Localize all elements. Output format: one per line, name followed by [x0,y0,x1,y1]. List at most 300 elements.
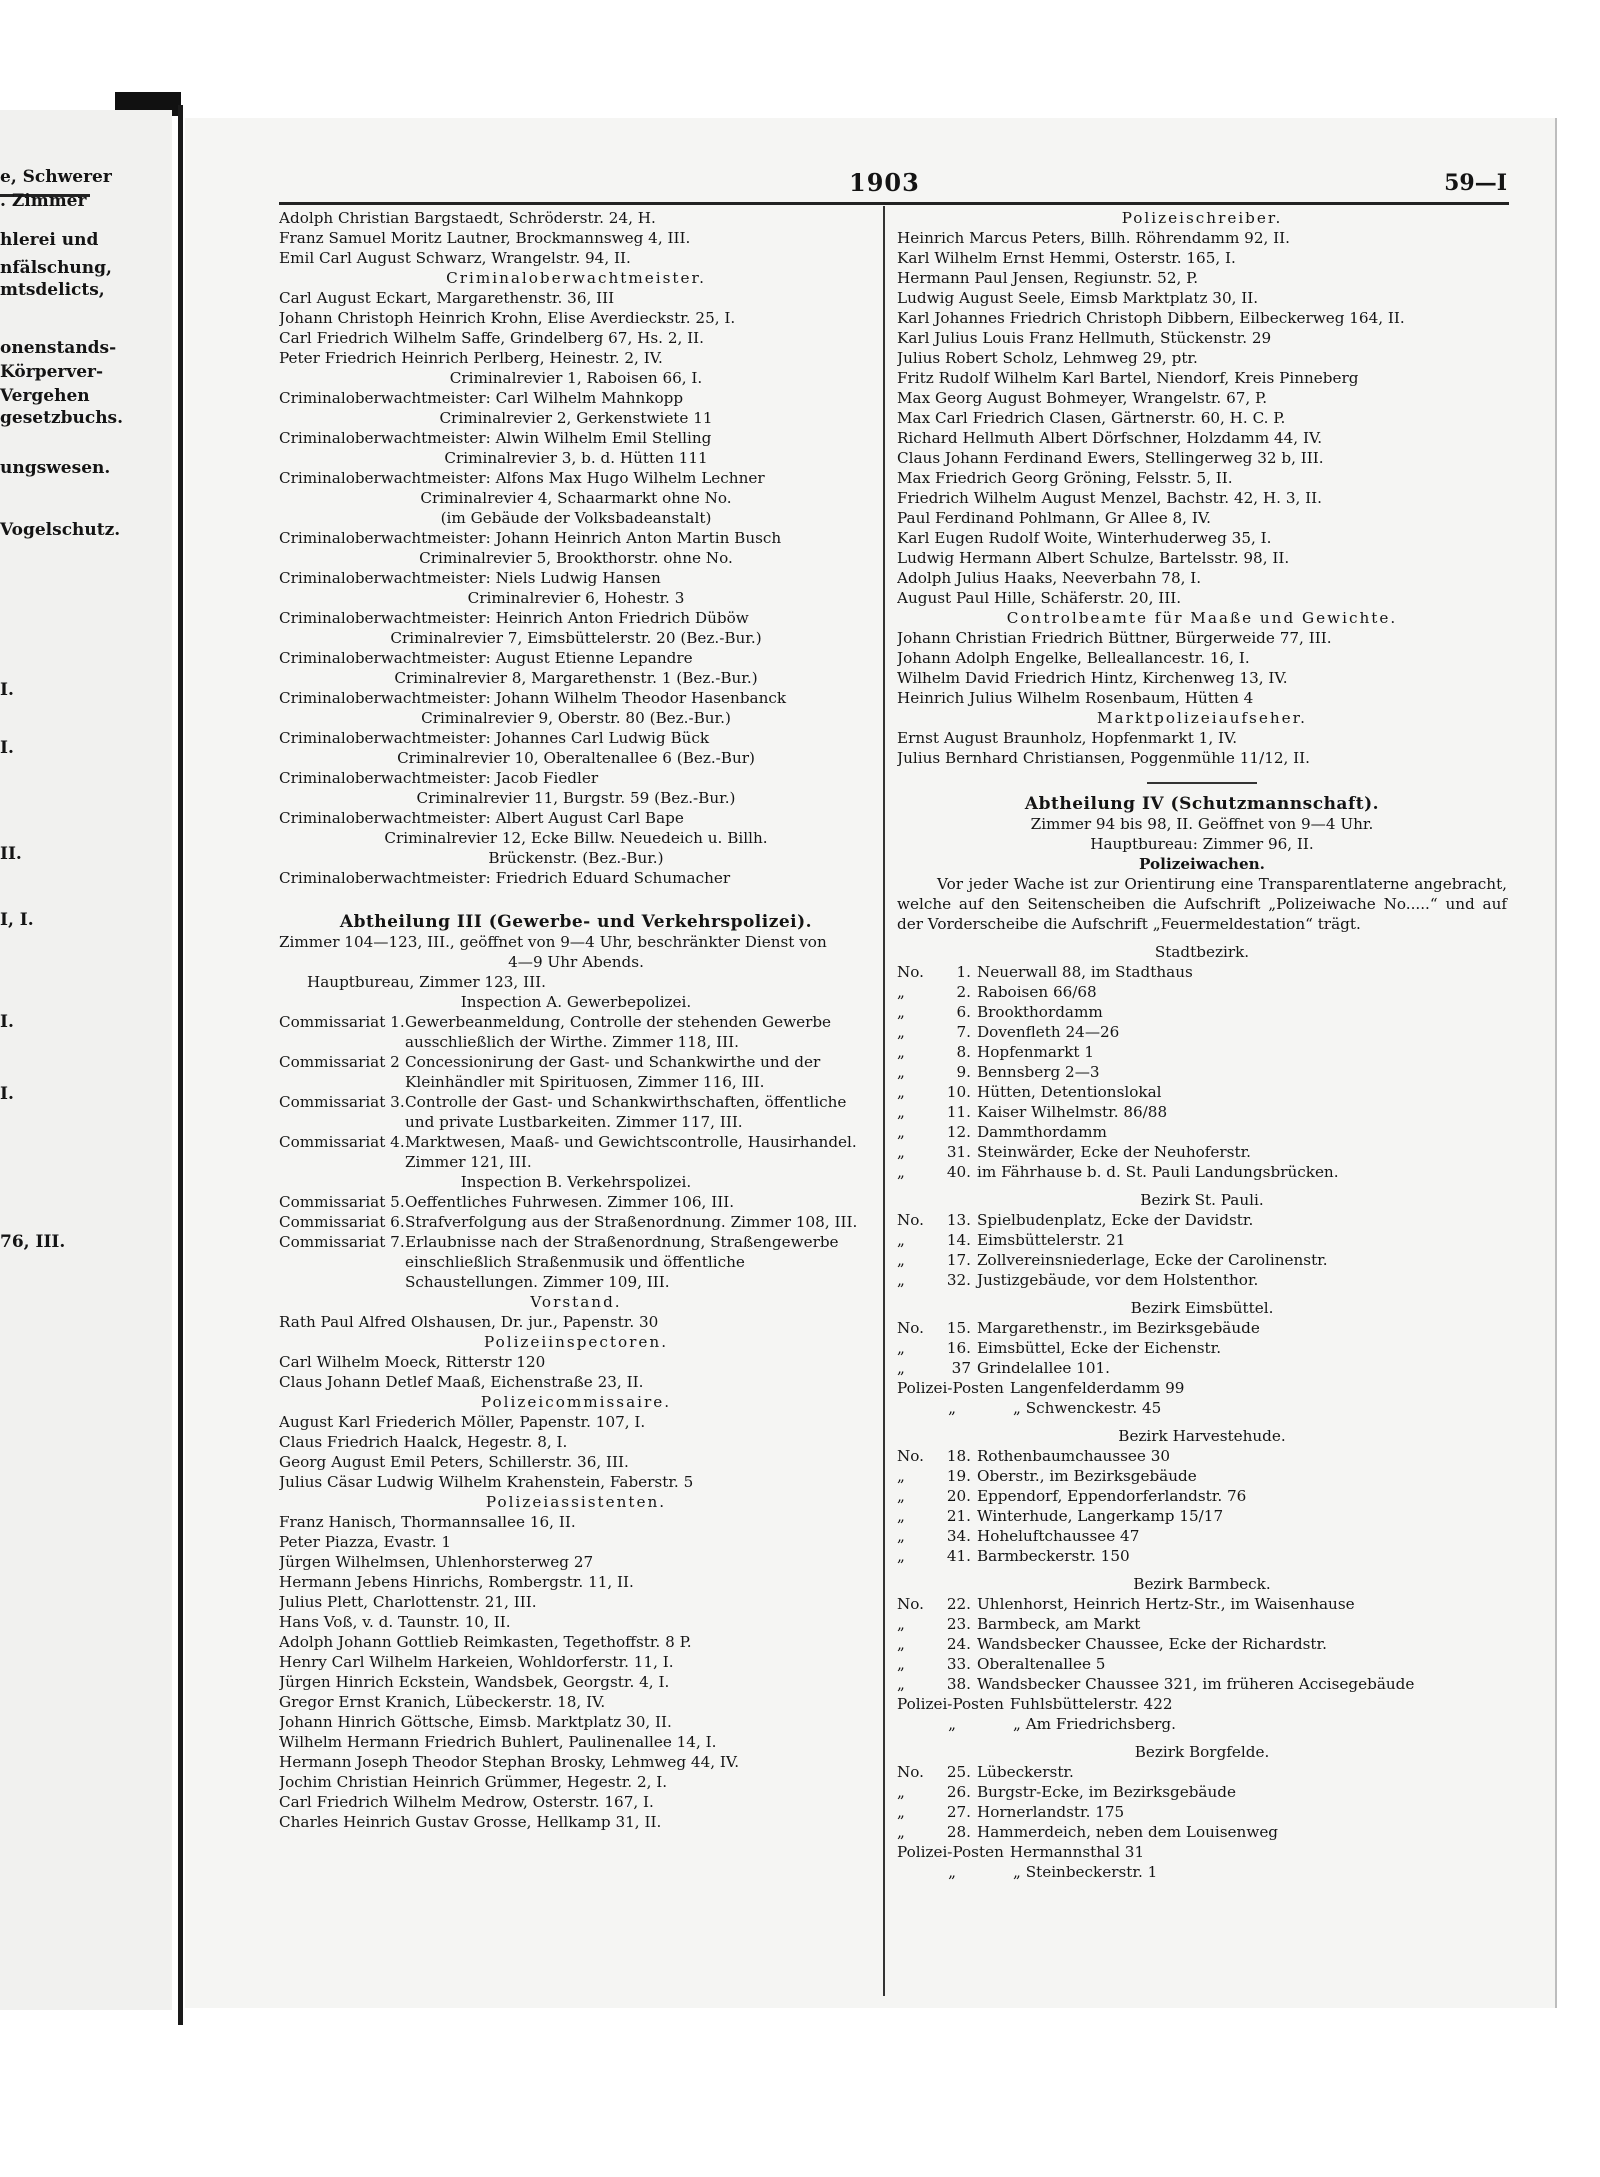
station-number: 23. [946,1615,971,1633]
station-row [897,1062,1507,1082]
station-number: 10. [946,1083,971,1101]
station-row [897,962,1507,982]
station-row [897,1022,1507,1042]
name-entry: Karl Eugen Rudolf Woite, Winterhuderweg 35, I. [897,529,1272,547]
station-address: im Fährhause b. d. St. Pauli Landungsbrücken. [977,1163,1339,1181]
name-entry: Richard Hellmuth Albert Dörfschner, Holzdamm 44, IV. [897,429,1323,447]
station-prefix: „ [897,1823,905,1841]
station-prefix: „ [897,1467,905,1485]
station-row [897,1762,1507,1782]
station-address: Uhlenhorst, Heinrich Hertz-Str., im Waisenhause [977,1595,1355,1613]
station-prefix: „ [897,1547,905,1565]
commissariat-label: Commissariat 4. [279,1133,405,1151]
station-prefix: No. [897,1763,924,1781]
station-row [897,1210,1507,1230]
commissariat-label: Commissariat 2 [279,1053,400,1071]
posten-row [897,1398,1507,1418]
station-address: Lübeckerstr. [977,1763,1074,1781]
station-address: Steinwärder, Ecke der Neuhoferstr. [977,1143,1251,1161]
station-address: Barmbeck, am Markt [977,1615,1141,1633]
previous-page-fragment: ungswesen. [0,458,111,478]
control-heading: Controlbeamte für Maaße und Gewichte. [1006,609,1398,627]
station-address: Hammerdeich, neben dem Louisenweg [977,1823,1279,1841]
station-number: 40. [946,1163,971,1181]
posten-row [897,1862,1507,1882]
station-address: Wandsbecker Chaussee, Ecke der Richardstr. [977,1635,1327,1653]
station-address: Oberstr., im Bezirksgebäude [977,1467,1197,1485]
revier-officer: Criminaloberwachtmeister: Friedrich Eduard Schumacher [279,869,731,887]
name-entry: August Karl Friederich Möller, Papenstr. 107, I. [279,1413,646,1431]
commissariat-duty: Strafverfolgung aus der Straßenordnung. Zimmer 108, III. [405,1213,858,1231]
name-entry: Karl Johannes Friedrich Christoph Dibbern, Eilbeckerweg 164, II. [897,309,1405,327]
markt-heading: Marktpolizeiaufseher. [1096,709,1308,727]
station-row [897,1230,1507,1250]
name-entry: Jochim Christian Heinrich Grümmer, Hegestr. 2, I. [279,1773,668,1791]
revier-address: Criminalrevier 7, Eimsbüttelerstr. 20 (Bez.-Bur.) [390,629,762,647]
station-prefix: „ [897,1043,905,1061]
revier-address: Criminalrevier 11, Burgstr. 59 (Bez.-Bur.) [416,789,736,807]
posten-row [897,1694,1507,1714]
right-column [897,208,1507,1882]
station-row [897,1270,1507,1290]
previous-page-fragment: . Zimmer [0,191,87,211]
station-row [897,1446,1507,1466]
name-entry: August Paul Hille, Schäferstr. 20, III. [897,589,1182,607]
station-address: Burgstr-Ecke, im Bezirksgebäude [977,1783,1236,1801]
station-row [897,1102,1507,1122]
previous-page-fragment: hlerei und [0,230,99,250]
page-year: 1903 [849,168,920,197]
vorstand-entry: Rath Paul Alfred Olshausen, Dr. jur., Papenstr. 30 [279,1313,659,1331]
name-entry: Franz Hanisch, Thormannsallee 16, II. [279,1513,576,1531]
name-entry: Adolph Johann Gottlieb Reimkasten, Tegethoffstr. 8 P. [279,1633,692,1651]
station-number: 7. [956,1023,971,1041]
station-prefix: „ [897,1023,905,1041]
inspectors-heading: Polizeiinspectoren. [483,1333,669,1351]
revier-officer: Criminaloberwachtmeister: Niels Ludwig Hansen [279,569,661,587]
posten-prefix: „ [948,1863,956,1881]
revier-officer: Criminaloberwachtmeister: Johann Wilhelm Theodor Hasenbanck [279,689,787,707]
revier-address: Criminalrevier 8, Margarethenstr. 1 (Bez.-Bur.) [394,669,758,687]
station-row [897,1162,1507,1182]
station-row [897,1142,1507,1162]
commissaires-heading: Polizeicommissaire. [480,1393,672,1411]
posten-prefix: Polizei-Posten [897,1843,1004,1861]
previous-page-fragment: mtsdelicts, [0,280,105,300]
district-heading: Bezirk Harvestehude. [1118,1427,1286,1445]
station-prefix: „ [897,1803,905,1821]
previous-page-fragment: I. [0,1084,14,1104]
name-entry: Hermann Jebens Hinrichs, Rombergstr. 11, II. [279,1573,634,1591]
district-heading: Bezirk St. Pauli. [1140,1191,1264,1209]
station-row [897,1674,1507,1694]
posten-prefix: „ [948,1399,956,1417]
station-prefix: „ [897,1783,905,1801]
posten-row [897,1842,1507,1862]
station-number: 18. [946,1447,971,1465]
previous-page-fragment: I. [0,1012,14,1032]
name-entry: Karl Wilhelm Ernst Hemmi, Osterstr. 165, I. [897,249,1236,267]
station-number: 38. [946,1675,971,1693]
section-rule [1147,782,1257,784]
name-entry: Johann Christoph Heinrich Krohn, Elise Averdieckstr. 25, I. [279,309,736,327]
station-number: 26. [946,1783,971,1801]
name-entry: Wilhelm David Friedrich Hintz, Kirchenweg 13, IV. [897,669,1288,687]
station-prefix: „ [897,1487,905,1505]
name-entry: Ludwig August Seele, Eimsb Marktplatz 30, II. [897,289,1259,307]
posten-row [897,1714,1507,1734]
name-entry: Jürgen Hinrich Eckstein, Wandsbek, Georgstr. 4, I. [279,1673,670,1691]
posten-address: Hermannsthal 31 [1009,1843,1145,1861]
commissariat-duty: Erlaubnisse nach der Straßenordnung, Straßengewerbe einschließlich Straßenmusik und öffentliche Schaustellungen. Zimmer 109, III. [405,1233,839,1291]
station-prefix: „ [897,1359,905,1377]
abt3-title: Abtheilung III (Gewerbe- und Verkehrspolizei). [339,912,813,932]
station-number: 19. [946,1467,971,1485]
revier-note: (im Gebäude der Volksbadeanstalt) [440,509,712,527]
inspection-b-heading: Inspection B. Verkehrspolizei. [460,1173,692,1191]
station-address: Hütten, Detentionslokal [977,1083,1162,1101]
name-entry: Johann Christian Friedrich Büttner, Bürgerweide 77, III. [897,629,1332,647]
station-row [897,1526,1507,1546]
name-entry: Heinrich Marcus Peters, Billh. Röhrendamm 92, II. [897,229,1290,247]
station-prefix: „ [897,1527,905,1545]
name-entry: Julius Robert Scholz, Lehmweg 29, ptr. [897,349,1198,367]
posten-address: „ Steinbeckerstr. 1 [1013,1863,1158,1881]
name-entry: Wilhelm Hermann Friedrich Buhlert, Paulinenallee 14, I. [279,1733,717,1751]
name-entry: Carl Wilhelm Moeck, Ritterstr 120 [279,1353,546,1371]
station-prefix: „ [897,1231,905,1249]
station-prefix: „ [897,1615,905,1633]
station-address: Zollvereinsniederlage, Ecke der Carolinenstr. [977,1251,1328,1269]
name-entry: Charles Heinrich Gustav Grosse, Hellkamp 31, II. [279,1813,662,1831]
commissariat-item [279,1052,873,1092]
station-prefix: „ [897,1163,905,1181]
station-number: 21. [946,1507,971,1525]
station-address: Hoheluftchaussee 47 [977,1527,1140,1545]
revier-officer: Criminaloberwachtmeister: Johannes Carl Ludwig Bück [279,729,710,747]
commissariat-label: Commissariat 7. [279,1233,405,1251]
station-number: 15. [946,1319,971,1337]
station-number: 12. [946,1123,971,1141]
commissariat-label: Commissariat 1. [279,1013,405,1031]
name-entry: Ludwig Hermann Albert Schulze, Bartelsstr. 98, II. [897,549,1290,567]
commissariat-label: Commissariat 3. [279,1093,405,1111]
previous-page-fragment: I. [0,738,14,758]
page-spine [178,105,183,2025]
station-address: Margarethenstr., im Bezirksgebäude [977,1319,1260,1337]
page-header [185,168,1555,198]
station-row [897,1822,1507,1842]
name-entry: Jürgen Wilhelmsen, Uhlenhorsterweg 27 [279,1553,594,1571]
station-prefix: „ [897,1143,905,1161]
name-entry: Carl Friedrich Wilhelm Saffe, Grindelberg 67, Hs. 2, II. [279,329,704,347]
station-prefix: „ [897,1655,905,1673]
station-prefix: „ [897,1123,905,1141]
revier-officer: Criminaloberwachtmeister: Alwin Wilhelm Emil Stelling [279,429,712,447]
commissariat-item [279,1092,873,1132]
station-number: 31. [946,1143,971,1161]
station-prefix: „ [897,1675,905,1693]
station-address: Bennsberg 2—3 [977,1063,1100,1081]
station-prefix: „ [897,1635,905,1653]
previous-page-fragment: I. [0,680,14,700]
posten-prefix: „ [948,1715,956,1733]
revier-address: Criminalrevier 1, Raboisen 66, I. [449,369,703,387]
commissariat-duty: Concessionirung der Gast- und Schankwirthe und der Kleinhändler mit Spirituosen, Zimmer 116, III. [405,1053,821,1091]
station-address: Eimsbüttelerstr. 21 [977,1231,1126,1249]
station-number: 14. [946,1231,971,1249]
station-prefix: „ [897,1271,905,1289]
station-prefix: „ [897,1339,905,1357]
station-row [897,1594,1507,1614]
station-row [897,1318,1507,1338]
station-address: Kaiser Wilhelmstr. 86/88 [977,1103,1168,1121]
name-entry: Friedrich Wilhelm August Menzel, Bachstr. 42, H. 3, II. [897,489,1322,507]
commissariat-label: Commissariat 6. [279,1213,405,1231]
station-number: 20. [946,1487,971,1505]
station-number: 1. [956,963,971,981]
station-number: 24. [946,1635,971,1653]
revier-officer: Criminaloberwachtmeister: Carl Wilhelm Mahnkopp [279,389,684,407]
name-entry: Carl August Eckart, Margarethenstr. 36, III [279,289,615,307]
name-entry: Georg August Emil Peters, Schillerstr. 36, III. [279,1453,629,1471]
name-entry: Franz Samuel Moritz Lautner, Brockmannsweg 4, III. [279,229,691,247]
commissariat-item [279,1232,873,1292]
name-entry: Julius Plett, Charlottenstr. 21, III. [279,1593,537,1611]
name-entry: Paul Ferdinand Pohlmann, Gr Allee 8, IV. [897,509,1211,527]
abt3-hauptbureau: Hauptbureau, Zimmer 123, III. [307,973,546,991]
station-row [897,1634,1507,1654]
posten-address: Fuhlsbüttelerstr. 422 [1009,1695,1173,1713]
name-entry: Claus Friedrich Haalck, Hegestr. 8, I. [279,1433,568,1451]
name-entry: Gregor Ernst Kranich, Lübeckerstr. 18, IV. [279,1693,606,1711]
revier-address: Criminalrevier 3, b. d. Hütten 111 [444,449,708,467]
station-prefix: „ [897,1083,905,1101]
commissariat-label: Commissariat 5. [279,1193,405,1211]
station-address: Dovenfleth 24—26 [977,1023,1120,1041]
station-number: 28. [946,1823,971,1841]
revier-note: Brückenstr. (Bez.-Bur.) [488,849,664,867]
commissariat-duty: Marktwesen, Maaß- und Gewichtscontrolle, Hausirhandel. Zimmer 121, III. [405,1133,857,1171]
commissariat-duty: Gewerbeanmeldung, Controlle der stehenden Gewerbe ausschließlich der Wirthe. Zimmer 118, III. [405,1013,832,1051]
station-row [897,982,1507,1002]
station-prefix: „ [897,1063,905,1081]
commissariat-duty: Oeffentliches Fuhrwesen. Zimmer 106, III. [405,1193,735,1211]
station-row [897,1486,1507,1506]
inspection-a-heading: Inspection A. Gewerbepolizei. [460,993,692,1011]
station-prefix: „ [897,1003,905,1021]
station-number: 2. [956,983,971,1001]
station-row [897,1082,1507,1102]
name-entry: Claus Johann Detlef Maaß, Eichenstraße 23, II. [279,1373,644,1391]
wachen-heading: Polizeiwachen. [1139,855,1265,873]
station-number: 34. [946,1527,971,1545]
previous-page-fragment: nfälschung, [0,258,112,278]
posten-row [897,1378,1507,1398]
name-entry: Carl Friedrich Wilhelm Medrow, Osterstr. 167, I. [279,1793,654,1811]
commissariat-item [279,1192,873,1212]
revier-officer: Criminaloberwachtmeister: Heinrich Anton Friedrich Düböw [279,609,749,627]
abt3-hours-evening: 4—9 Uhr Abends. [508,953,644,971]
station-prefix: „ [897,1251,905,1269]
district-heading: Bezirk Borgfelde. [1134,1743,1270,1761]
station-prefix: No. [897,1595,924,1613]
vorstand-heading: Vorstand. [530,1293,622,1311]
name-entry: Johann Hinrich Göttsche, Eimsb. Marktplatz 30, II. [279,1713,672,1731]
station-number: 41. [946,1547,971,1565]
posten-address: „ Schwenckestr. 45 [1013,1399,1162,1417]
commissariat-item [279,1212,873,1232]
revier-officer: Criminaloberwachtmeister: August Etienne Lepandre [279,649,693,667]
page-number: 59—I [1444,170,1507,196]
abt4-hauptbureau: Hauptbureau: Zimmer 96, II. [1090,835,1314,853]
revier-address: Criminalrevier 2, Gerkenstwiete 11 [439,409,713,427]
station-row [897,1358,1507,1378]
district-heading: Stadtbezirk. [1154,943,1250,961]
station-row [897,1782,1507,1802]
revier-address: Criminalrevier 12, Ecke Billw. Neuedeich u. Billh. [384,829,768,847]
name-entry: Adolph Julius Haaks, Neeverbahn 78, I. [897,569,1202,587]
station-number: 32. [946,1271,971,1289]
previous-page-fragment: Vergehen [0,386,90,406]
station-number: 13. [946,1211,971,1229]
revier-officer: Criminaloberwachtmeister: Johann Heinrich Anton Martin Busch [279,529,782,547]
scan-background [0,0,1600,110]
district-heading: Bezirk Eimsbüttel. [1130,1299,1274,1317]
name-entry: Hermann Paul Jensen, Regiunstr. 52, P. [897,269,1199,287]
station-address: Brookthordamm [977,1003,1103,1021]
station-address: Neuerwall 88, im Stadthaus [977,963,1193,981]
station-row [897,1466,1507,1486]
revier-address: Criminalrevier 4, Schaarmarkt ohne No. [420,489,732,507]
station-number: 6. [956,1003,971,1021]
previous-page-fragment: gesetzbuchs. [0,408,124,428]
station-row [897,1802,1507,1822]
station-row [897,1002,1507,1022]
header-rule [279,202,1509,205]
revier-officer: Criminaloberwachtmeister: Albert August Carl Bape [279,809,684,827]
station-row [897,1042,1507,1062]
assistants-heading: Polizeiassistenten. [485,1493,667,1511]
name-entry: Julius Cäsar Ludwig Wilhelm Krahenstein, Faberstr. 5 [279,1473,694,1491]
revier-officer: Criminaloberwachtmeister: Alfons Max Hugo Wilhelm Lechner [279,469,765,487]
station-address: Dammthordamm [977,1123,1107,1141]
station-row [897,1546,1507,1566]
station-address: Spielbudenplatz, Ecke der Davidstr. [977,1211,1254,1229]
posten-address: „ Am Friedrichsberg. [1013,1715,1176,1733]
station-address: Hopfenmarkt 1 [977,1043,1095,1061]
directory-page [185,118,1557,2008]
column-divider [883,206,885,1996]
criminal-heading: Criminaloberwachtmeister. [446,269,706,287]
previous-page-fragment: Vogelschutz. [0,520,121,540]
station-prefix: No. [897,1319,924,1337]
name-entry: Ernst August Braunholz, Hopfenmarkt 1, IV. [897,729,1238,747]
station-address: Winterhude, Langerkamp 15/17 [977,1507,1224,1525]
name-entry: Julius Bernhard Christiansen, Poggenmühle 11/12, II. [897,749,1310,767]
name-entry: Peter Friedrich Heinrich Perlberg, Heinestr. 2, IV. [279,349,663,367]
station-row [897,1338,1507,1358]
previous-page-fragment: Körperver- [0,362,104,382]
station-address: Eppendorf, Eppendorferlandstr. 76 [977,1487,1247,1505]
station-address: Eimsbüttel, Ecke der Eichenstr. [977,1339,1222,1357]
name-entry: Max Friedrich Georg Gröning, Felsstr. 5, II. [897,469,1233,487]
previous-page-edge [0,110,172,2010]
name-entry: Max Georg August Bohmeyer, Wrangelstr. 67, P. [897,389,1268,407]
station-number: 22. [946,1595,971,1613]
commissariat-item [279,1132,873,1172]
station-address: Grindelallee 101. [977,1359,1110,1377]
station-number: 11. [946,1103,971,1121]
previous-page-fragment: 76, III. [0,1232,66,1252]
station-row [897,1654,1507,1674]
revier-address: Criminalrevier 10, Oberaltenallee 6 (Bez.-Bur) [397,749,755,767]
station-row [897,1506,1507,1526]
station-number: 37 [951,1359,971,1377]
station-number: 8. [956,1043,971,1061]
commissariat-item [279,1012,873,1052]
name-entry: Heinrich Julius Wilhelm Rosenbaum, Hütten 4 [897,689,1254,707]
station-address: Wandsbecker Chaussee 321, im früheren Accisegebäude [977,1675,1415,1693]
revier-address: Criminalrevier 6, Hohestr. 3 [467,589,685,607]
station-number: 33. [946,1655,971,1673]
abt3-hours: Zimmer 104—123, III., geöffnet von 9—4 Uhr, beschränkter Dienst von [279,933,827,951]
station-address: Justizgebäude, vor dem Holstenthor. [977,1271,1259,1289]
station-prefix: No. [897,1211,924,1229]
station-row [897,1122,1507,1142]
station-row [897,1614,1507,1634]
district-heading: Bezirk Barmbeck. [1133,1575,1271,1593]
station-number: 27. [946,1803,971,1821]
station-number: 16. [946,1339,971,1357]
commissariat-duty: Controlle der Gast- und Schankwirthschaften, öffentliche und private Lustbarkeiten. Zimmer 117, III. [405,1093,847,1131]
name-entry: Emil Carl August Schwarz, Wrangelstr. 94, II. [279,249,631,267]
station-address: Rothenbaumchaussee 30 [977,1447,1171,1465]
station-prefix: „ [897,1507,905,1525]
station-number: 17. [946,1251,971,1269]
posten-prefix: Polizei-Posten [897,1695,1004,1713]
name-entry: Hans Voß, v. d. Taunstr. 10, II. [279,1613,511,1631]
station-address: Raboisen 66/68 [977,983,1097,1001]
revier-address: Criminalrevier 9, Oberstr. 80 (Bez.-Bur.) [421,709,731,727]
schreiber-heading: Polizeischreiber. [1121,209,1283,227]
name-entry: Max Carl Friedrich Clasen, Gärtnerstr. 60, H. C. P. [897,409,1286,427]
abt4-title: Abtheilung IV (Schutzmannschaft). [1024,794,1380,814]
posten-prefix: Polizei-Posten [897,1379,1004,1397]
name-entry: Hermann Joseph Theodor Stephan Brosky, Lehmweg 44, IV. [279,1753,740,1771]
station-address: Oberaltenallee 5 [977,1655,1106,1673]
station-prefix: No. [897,1447,924,1465]
previous-page-fragment: e, Schwerer [0,167,112,187]
station-address: Hornerlandstr. 175 [977,1803,1125,1821]
name-entry: Karl Julius Louis Franz Hellmuth, Stückenstr. 29 [897,329,1272,347]
wachen-intro: Vor jeder Wache ist zur Orientirung eine Transparentlaterne angebracht, welche auf den Seitenscheiben die Aufschrift „Polizeiwache No.....“ und auf der Vorderscheibe die Aufschrift „Feuermeldestation“ trägt. [897,875,1507,933]
station-prefix: No. [897,963,924,981]
station-prefix: „ [897,1103,905,1121]
station-number: 9. [956,1063,971,1081]
name-entry: Fritz Rudolf Wilhelm Karl Bartel, Niendorf, Kreis Pinneberg [897,369,1359,387]
previous-page-fragment: II. [0,844,22,864]
station-number: 25. [946,1763,971,1781]
abt4-hours: Zimmer 94 bis 98, II. Geöffnet von 9—4 Uhr. [1030,815,1374,833]
name-entry: Henry Carl Wilhelm Harkeien, Wohldorferstr. 11, I. [279,1653,674,1671]
posten-address: Langenfelderdamm 99 [1009,1379,1185,1397]
name-entry: Peter Piazza, Evastr. 1 [279,1533,452,1551]
previous-page-fragment: onenstands- [0,338,117,358]
station-prefix: „ [897,983,905,1001]
name-entry: Johann Adolph Engelke, Belleallancestr. 16, I. [897,649,1250,667]
station-row [897,1250,1507,1270]
